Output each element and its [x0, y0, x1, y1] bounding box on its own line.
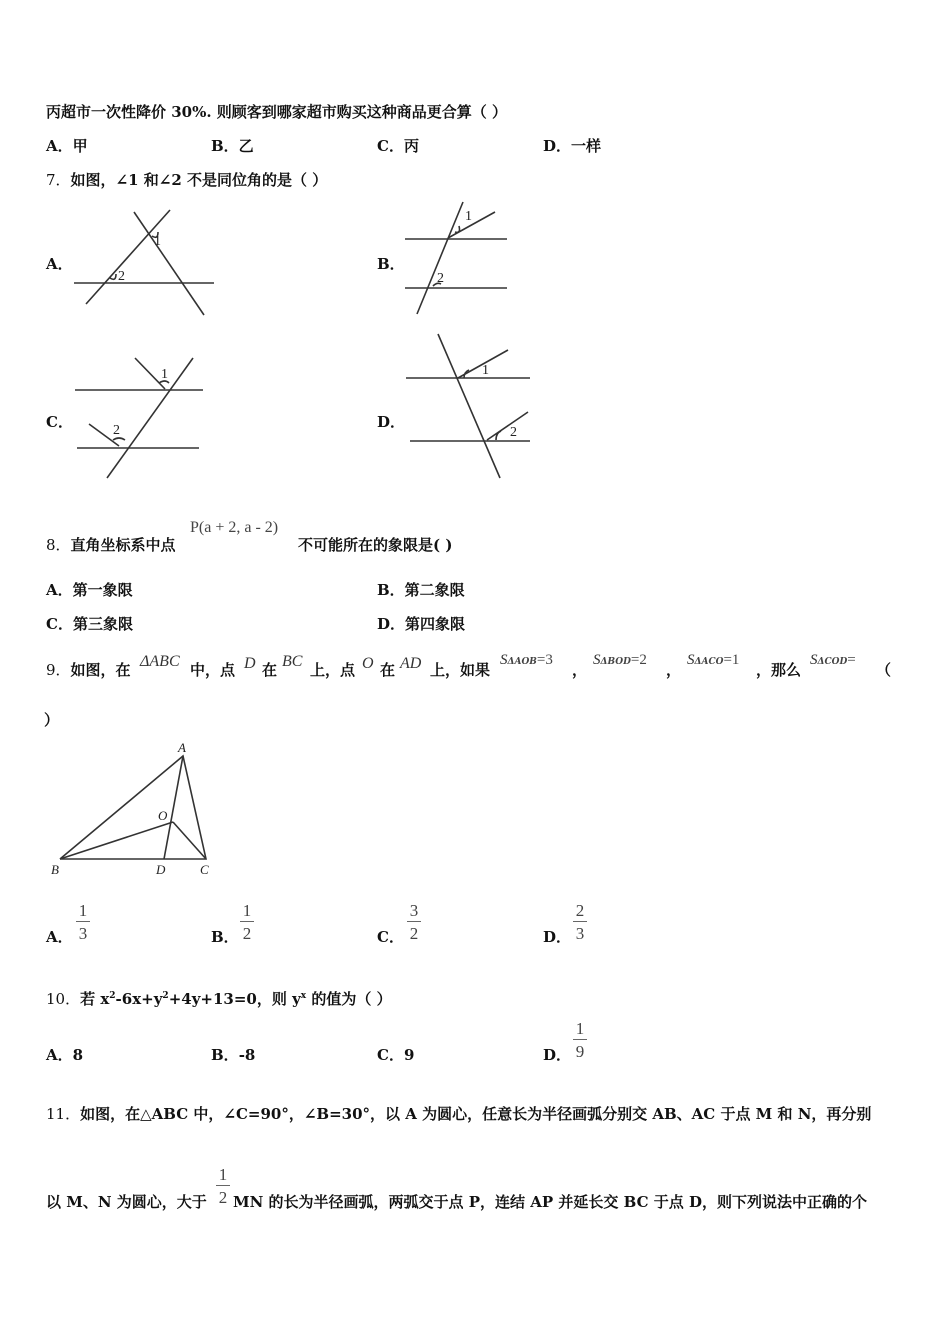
q9-segment-ad: AD: [400, 655, 422, 672]
q9-c-denominator: 2: [409, 924, 419, 943]
q9-area-cod-sub: ΔCOD: [817, 657, 848, 667]
q6-option-d[interactable]: D．一样: [543, 137, 602, 155]
q9-point-d: D: [244, 655, 256, 672]
q9-area-cod-s: S: [810, 652, 818, 668]
q9-area-aob: [500, 650, 553, 671]
q9-triangle-figure: [48, 740, 228, 880]
q9-number: 9．: [46, 661, 71, 679]
q10-option-c[interactable]: [377, 1046, 414, 1064]
q6-option-c[interactable]: C．丙: [377, 137, 419, 155]
q9-a-denominator: 3: [78, 924, 88, 943]
q8-option-d[interactable]: D．第四象限: [377, 615, 466, 633]
q9-c-numerator: 3: [409, 901, 419, 920]
q9-text-5: 在: [380, 661, 396, 679]
q10-option-b-value: -8: [238, 1046, 256, 1064]
q7-b-angle2-label: 2: [437, 271, 444, 286]
q9-paren-close: ）: [44, 711, 60, 729]
q8-point: P(a + 2, a - 2): [190, 519, 279, 536]
q9-fig-label-a: A: [178, 740, 186, 755]
q9-d-numerator: 2: [575, 901, 585, 920]
q9-text-6: 上，如果: [430, 661, 491, 679]
q9-paren-open: （: [876, 661, 892, 679]
q7-c-angle2-label: 2: [113, 423, 120, 438]
q7-figure-b: [403, 200, 523, 320]
q9-area-bod-val: =2: [630, 652, 647, 668]
q9-stem: [46, 661, 131, 679]
q11-numerator: 1: [218, 1165, 228, 1184]
q8-number: 8．: [46, 536, 71, 554]
q10-option-d-fraction: [573, 1020, 587, 1060]
q6-line: 丙超市一次性降价 30%. 则顾客到哪家超市购买这种商品更合算（ ）: [46, 103, 508, 121]
q10-text-1: 若 x: [80, 990, 110, 1008]
q9-option-b-fraction: [240, 902, 254, 942]
q9-area-aob-sub: ΔAOB: [507, 657, 537, 667]
q9-fig-label-d: D: [156, 862, 166, 877]
q10-exp-1: 2: [109, 991, 116, 1001]
q10-option-a-value: 8: [72, 1046, 84, 1064]
q9-text-4: 上，点: [310, 661, 356, 679]
q9-area-aob-val: =3: [536, 652, 553, 668]
q9-option-d-fraction: [573, 902, 587, 942]
q9-area-cod: [810, 650, 856, 671]
q9-area-bod-s: S: [593, 652, 601, 668]
q7-text: 如图，∠1 和∠2 不是同位角的是（ ）: [70, 171, 328, 189]
q10-stem: [46, 987, 392, 1008]
q8-option-a[interactable]: A．第一象限: [46, 581, 133, 599]
q9-fig-label-c: C: [200, 862, 209, 877]
q11-fraction: [216, 1166, 230, 1206]
q9-d-denominator: 3: [575, 924, 585, 943]
q10-option-c-value: 9: [403, 1046, 415, 1064]
q9-fig-label-b: B: [51, 862, 59, 877]
q9-area-bod-sub: ΔBOD: [600, 657, 631, 667]
q10-option-b[interactable]: [211, 1046, 255, 1064]
q9-area-bod: [593, 650, 647, 671]
q9-segment-bc: BC: [282, 653, 303, 670]
q7-option-d[interactable]: D．: [377, 413, 406, 431]
q10-text-3: +4y+13=0，则 y: [168, 990, 301, 1008]
q9-area-aco: [687, 650, 739, 671]
q7-d-angle2-label: 2: [510, 425, 517, 440]
q8-stem: [46, 536, 176, 554]
q9-option-d[interactable]: D．: [543, 928, 572, 946]
q7-option-c[interactable]: C．: [46, 413, 73, 431]
q11-line-2a: 以 M、N 为圆心，大于: [46, 1193, 207, 1211]
q9-b-denominator: 2: [242, 924, 252, 943]
q9-area-aco-s: S: [687, 652, 695, 668]
q10-option-d[interactable]: D．: [543, 1046, 572, 1064]
q9-area-aob-s: S: [500, 652, 508, 668]
q10-d-numerator: 1: [575, 1019, 585, 1038]
q10-option-c-label: C．: [377, 1046, 404, 1064]
q9-option-a[interactable]: A．: [46, 928, 73, 946]
q7-option-b[interactable]: B．: [377, 255, 405, 273]
q9-area-cod-val: =: [847, 652, 856, 668]
q8-text-b: 不可能所在的象限是( ): [298, 536, 453, 554]
q7-stem: [46, 171, 327, 189]
q9-option-a-fraction: [76, 902, 90, 942]
q9-comma-1: ，: [572, 661, 588, 679]
q10-option-a-label: A．: [46, 1046, 73, 1064]
q7-figure-d: [404, 332, 544, 482]
q10-option-a[interactable]: [46, 1046, 83, 1064]
q11-text-1: 如图，在△ABC 中，∠C=90°，∠B=30°，以 A 为圆心，任意长为半径画弧分别交 AB、AC 于点 M 和 N，再分别: [80, 1105, 872, 1123]
q9-triangle: ΔABC: [140, 653, 180, 670]
q9-option-c-fraction: [407, 902, 421, 942]
q10-text-4: 的值为（ ）: [306, 990, 392, 1008]
q10-exp-2: 2: [162, 991, 169, 1001]
q11-number: 11．: [46, 1105, 81, 1123]
q9-comma-2: ，: [666, 661, 682, 679]
q9-text-2: 中，点: [190, 661, 236, 679]
q8-option-c[interactable]: C．第三象限: [46, 615, 133, 633]
q7-d-angle1-label: 1: [482, 363, 489, 378]
q9-point-o: O: [362, 655, 374, 672]
q10-text-2: -6x+y: [115, 990, 163, 1008]
q9-text-1: 如图，在: [70, 661, 131, 679]
q7-figure-a: [72, 208, 222, 318]
q9-option-b[interactable]: B．: [211, 928, 239, 946]
q6-option-a[interactable]: A．甲: [46, 137, 88, 155]
q7-option-a[interactable]: A．: [46, 255, 73, 273]
q7-a-angle2-label: 2: [118, 269, 125, 284]
q9-option-c[interactable]: C．: [377, 928, 404, 946]
q7-b-angle1-label: 1: [465, 209, 472, 224]
q7-a-angle1-label: 1: [154, 234, 161, 249]
q10-option-b-label: B．: [211, 1046, 239, 1064]
q10-d-denominator: 9: [575, 1042, 585, 1061]
q11-line-1: [46, 1105, 871, 1123]
q7-figure-c: [73, 356, 213, 486]
q11-denominator: 2: [218, 1188, 228, 1207]
q9-a-numerator: 1: [78, 901, 88, 920]
q6-option-b[interactable]: B．乙: [211, 137, 254, 155]
q9-b-numerator: 1: [242, 901, 252, 920]
q10-exp-3: x: [300, 991, 307, 1001]
q8-option-b[interactable]: B．第二象限: [377, 581, 465, 599]
q9-text-7: ，那么: [756, 661, 802, 679]
q9-area-aco-val: =1: [723, 652, 740, 668]
q8-text-a: 直角坐标系中点: [70, 536, 176, 554]
q9-area-aco-sub: ΔACO: [694, 657, 724, 667]
q7-c-angle1-label: 1: [161, 367, 168, 382]
q11-line-2b: MN 的长为半径画弧，两弧交于点 P，连结 AP 并延长交 BC 于点 D，则下列说法中正确的个: [233, 1193, 867, 1211]
q9-fig-label-o: O: [158, 808, 168, 823]
q10-number: 10．: [46, 990, 81, 1008]
q9-text-3: 在: [262, 661, 278, 679]
q7-number: 7．: [46, 171, 71, 189]
